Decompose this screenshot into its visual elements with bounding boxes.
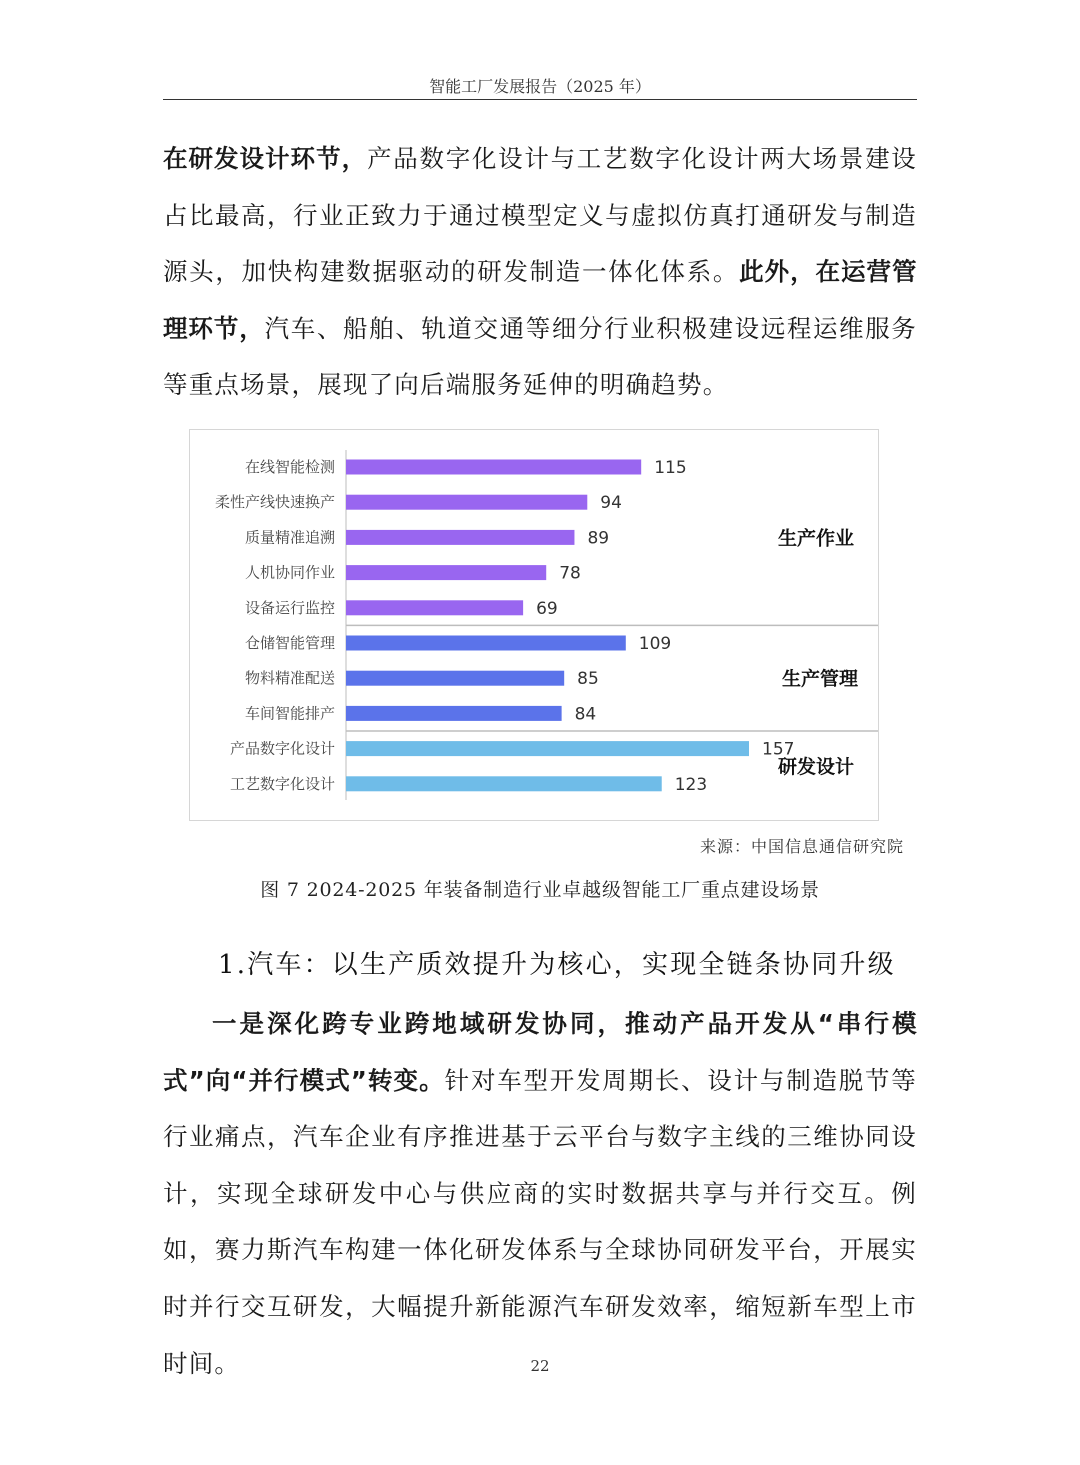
data-label: 115 xyxy=(654,458,687,478)
page-number: 22 xyxy=(530,1357,550,1375)
category-label: 物料精准配送 xyxy=(244,669,335,688)
data-label: 109 xyxy=(638,634,672,654)
chart-source: 来源：中国信息通信研究院 xyxy=(699,837,904,856)
category-label: 柔性产线快速换产 xyxy=(214,493,335,512)
bar xyxy=(346,671,564,686)
category-label: 产品数字化设计 xyxy=(229,739,335,758)
category-label: 人机协同作业 xyxy=(244,563,335,582)
bar xyxy=(346,600,523,615)
group-label: 研发设计 xyxy=(777,756,855,779)
section-heading: 1.汽车：以生产质效提升为核心，实现全链条协同升级 xyxy=(218,950,896,980)
group-label: 生产管理 xyxy=(781,668,859,691)
bar xyxy=(346,741,749,756)
bar xyxy=(346,636,626,651)
data-label: 85 xyxy=(577,669,599,690)
bar xyxy=(346,565,546,580)
body-paragraph xyxy=(163,996,917,1392)
intro-text-2: 汽车、船舶、轨道交通等细分行业积极建设远程运维服务等重点场景，展现了向后端服务延伸的明确趋势。 xyxy=(163,313,918,400)
intro-text-1: 产品数字化设计与工艺数字化设计两大场景建设占比最高，行业正致力于通过模型定义与虚拟仿真打通研发与制造源头，加快构建数据驱动的研发制造一体化体系。 xyxy=(163,144,918,287)
group-label: 生产作业 xyxy=(777,527,855,550)
bar xyxy=(346,530,574,545)
running-header: 智能工厂发展报告（2025 年） xyxy=(429,77,651,96)
bar xyxy=(346,706,562,721)
body-bold: 一是深化跨专业跨地域研发协同，推动产品开发从“串行模式”向“并行模式”转变。 xyxy=(163,1009,917,1095)
intro-paragraph xyxy=(163,131,917,414)
category-label: 仓储智能管理 xyxy=(244,634,335,652)
category-label: 在线智能检测 xyxy=(244,458,335,476)
category-label: 工艺数字化设计 xyxy=(229,774,335,793)
bar-chart-svg xyxy=(190,430,880,822)
figure-caption: 图 7 2024-2025 年装备制造行业卓越级智能工厂重点建设场景 xyxy=(260,879,820,901)
header-rule xyxy=(163,99,917,100)
data-label: 89 xyxy=(587,528,610,549)
bar xyxy=(346,776,662,791)
category-label: 质量精准追溯 xyxy=(244,528,335,547)
data-label: 78 xyxy=(559,563,581,584)
data-label: 157 xyxy=(762,739,795,760)
category-label: 车间智能排产 xyxy=(244,704,335,723)
category-label: 设备运行监控 xyxy=(244,598,335,617)
data-label: 69 xyxy=(536,598,558,619)
intro-bold-1: 在研发设计环节， xyxy=(163,144,368,173)
bar xyxy=(346,495,587,510)
body-text: 针对车型开发周期长、设计与制造脱节等行业痛点，汽车企业有序推进基于云平台与数字主线的三维协同设计，实现全球研发中心与供应商的实时数据共享与并行交互。例如，赛力斯汽车构建一体化研发体系与全球协同研发平台，开展实时并行交互研发，大幅提升新能源汽车研发效率，缩短新车型上市时间。 xyxy=(163,1065,917,1378)
data-label: 123 xyxy=(674,774,708,795)
intro-bold-2: 此外，在运营管理环节， xyxy=(163,257,918,343)
bar-chart xyxy=(189,429,879,821)
data-label: 84 xyxy=(574,704,597,725)
bar xyxy=(346,460,641,475)
data-label: 94 xyxy=(600,493,622,514)
